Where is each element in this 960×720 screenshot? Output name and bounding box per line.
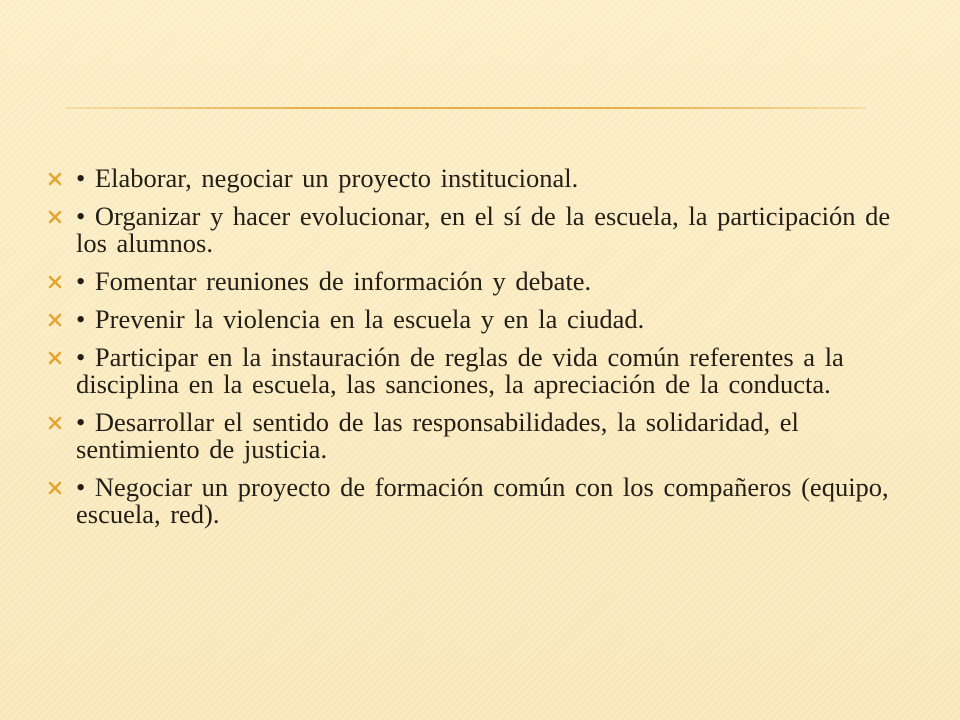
list-item — [48, 409, 928, 463]
top-divider — [66, 107, 866, 109]
x-mark-icon — [48, 416, 62, 430]
x-mark-icon — [48, 481, 62, 495]
list-item-text: • Participar en la instauración de reglas de vida común referentes a la disciplina en la escuela, las sanciones, la apreciación de la conducta. — [76, 342, 844, 399]
x-mark-icon — [48, 275, 62, 289]
list-item — [48, 203, 928, 257]
list-item — [48, 306, 928, 333]
x-mark-icon — [48, 172, 62, 186]
list-item-text: • Organizar y hacer evolucionar, en el sí de la escuela, la participación de los alumnos. — [76, 201, 891, 258]
list-item-text: • Fomentar reuniones de información y debate. — [76, 266, 592, 296]
list-item — [48, 165, 928, 192]
x-mark-icon — [48, 313, 62, 327]
list-item — [48, 474, 928, 528]
list-item-text: • Prevenir la violencia en la escuela y en la ciudad. — [76, 304, 645, 334]
x-mark-icon — [48, 351, 62, 365]
list-item — [48, 344, 928, 398]
list-item — [48, 268, 928, 295]
list-item-text: • Desarrollar el sentido de las responsabilidades, la solidaridad, el sentimiento de justicia. — [76, 407, 799, 464]
bullet-list — [48, 165, 928, 539]
list-item-text: • Elaborar, negociar un proyecto institucional. — [76, 163, 579, 193]
list-item-text: • Negociar un proyecto de formación común con los compañeros (equipo, escuela, red). — [76, 472, 889, 529]
x-mark-icon — [48, 210, 62, 224]
